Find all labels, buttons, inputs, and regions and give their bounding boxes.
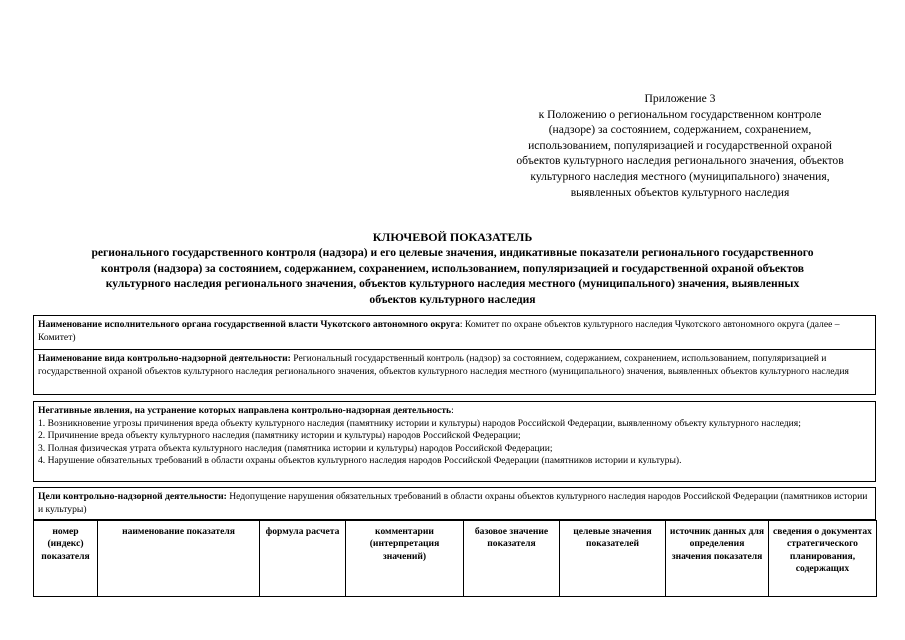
authority-label: Наименование исполнительного органа государственной власти Чукотского автономного округа [38, 319, 460, 330]
goals-label: Цели контрольно-надзорной деятельности: [38, 491, 227, 502]
negative-item: 4. Нарушение обязательных требований в области охраны объектов культурного наследия народов Российской Федерации (памятников истории и культуры). [38, 455, 682, 467]
negative-item: 1. Возникновение угрозы причинения вреда объекту культурного наследия (памятнику истории и культуры) народов Российской Федерации, выявленному объекту культурного наследия; [38, 417, 801, 429]
goals-text: Недопущение нарушения обязательных требований в области охраны объектов культурного наследия народов Российской Федерации (памятников истории и культуры) [38, 491, 868, 515]
negative-item: 2. Причинение вреда объекту культурного наследия (памятнику истории и культуры) народов Российской Федерации; [38, 430, 521, 442]
header-indicator-number: номер (индекс) показателя [34, 521, 98, 597]
negative-suffix: : [451, 405, 454, 416]
appendix-line: культурного наследия местного (муниципального) значения, [530, 169, 830, 183]
activity-box [33, 349, 876, 395]
negative-item: 3. Полная физическая утрата объекта культурного наследия (памятника истории и культуры) народов Российской Федерации; [38, 442, 553, 454]
goals-box [33, 487, 876, 520]
appendix-line: выявленных объектов культурного наследия [570, 185, 790, 199]
subtitle-line: объектов культурного наследия [369, 292, 536, 306]
subtitle-line: регионального государственного контроля (надзора) и его целевые значения, индикативные показатели регионального государственного [91, 246, 814, 260]
activity-text: Региональный государственный контроль (надзор) за состоянием, содержанием, сохранением, использованием, популяризацией и государственной охраной объектов культурного наследия регионального значения, объектов культурного наследия местного (муниципального) значения, выявленных объектов культурного наследия [38, 353, 849, 377]
appendix-line: использованием, популяризацией и государственной охраной [528, 138, 832, 152]
table-header-row [34, 521, 877, 597]
subtitle-line: контроля (надзора) за состоянием, содержанием, сохранением, использованием, популяризацией и государственной охраной объектов [100, 261, 805, 275]
indicator-table [33, 520, 877, 597]
header-indicator-name: наименование показателя [98, 521, 260, 597]
document-heading [30, 230, 875, 307]
authority-box [33, 315, 876, 350]
header-formula: формула расчета [260, 521, 346, 597]
negative-phenomena-box [33, 401, 876, 482]
header-target-values: целевые значения показателей [560, 521, 666, 597]
authority-text: : Комитет по охране объектов культурного наследия Чукотского автономного округа (далее – Комитет) [38, 319, 840, 343]
header-base-value: базовое значение показателя [464, 521, 560, 597]
appendix-line: Приложение 3 [644, 92, 716, 105]
appendix-line: (надзоре) за состоянием, содержанием, сохранением, [548, 123, 812, 137]
document-title: КЛЮЧЕВОЙ ПОКАЗАТЕЛЬ [372, 230, 533, 244]
appendix-header [480, 91, 880, 200]
activity-label: Наименование вида контрольно-надзорной деятельности: [38, 353, 291, 364]
subtitle-line: культурного наследия регионального значения, объектов культурного наследия местного (муниципального) значения, выявленных [105, 277, 800, 291]
header-data-source: источник данных для определения значения показателя [666, 521, 769, 597]
negative-label: Негативные явления, на устранение которых направлена контрольно-надзорная деятельность [38, 405, 452, 416]
appendix-line: объектов культурного наследия регионального значения, объектов [516, 154, 844, 168]
header-strategic-documents: сведения о документах стратегического планирования, содержащих [769, 521, 877, 597]
appendix-line: к Положению о региональном государственном контроле [538, 107, 822, 121]
header-comments: комментарии (интерпретация значений) [346, 521, 464, 597]
